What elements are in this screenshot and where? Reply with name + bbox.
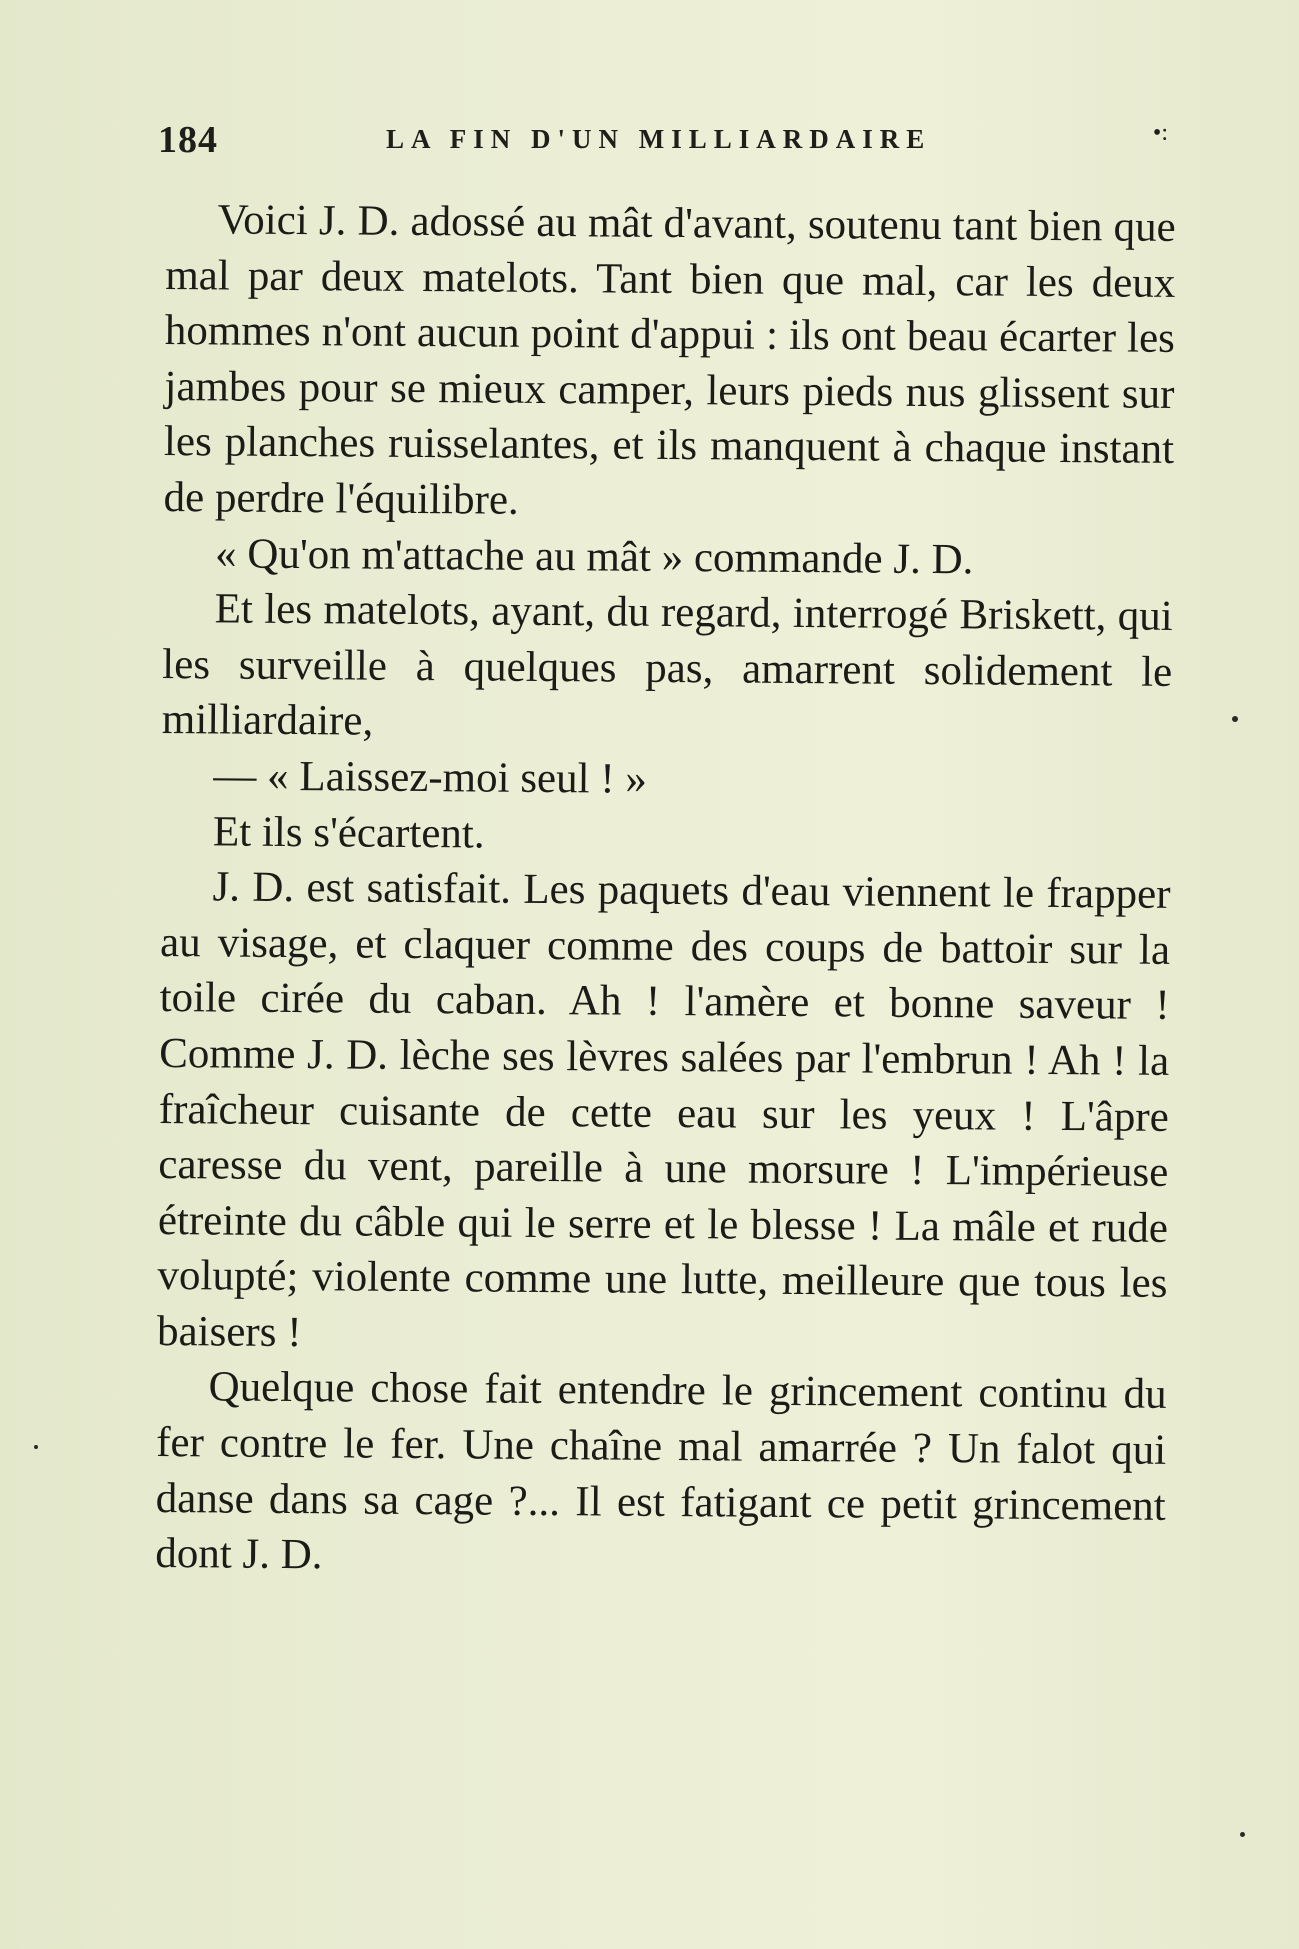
paragraph: J. D. est satisfait. Les paquets d'eau viennent le frapper au visage, et claquer comme des coups de battoir sur la toile cirée du caban. Ah ! l'amère et bonne saveur ! Comme J. D. lèche ses lèvres salées par l'embrun ! Ah ! la fraîcheur cuisante de cette eau sur les yeux ! L'âpre caresse du vent, pareille à une morsure ! L'impérieuse étreinte du câble qui le serre et le blesse ! La mâle et rude volupté; violente comme une lutte, meilleure que tous les baisers ! [156,863,1171,1356]
running-title: LA FIN D'UN MILLIARDAIRE [386,124,932,154]
paragraph: « Qu'on m'attache au mât » commande J. D. [214,529,974,583]
body-text [155,192,1176,1590]
paper-speck [34,1445,38,1449]
paper-speck [1232,716,1238,722]
paragraph: — « Laissez-moi seul ! » [213,752,648,803]
page-header [158,118,1168,168]
paragraph: Et ils s'écartent. [212,807,485,858]
header-mark: •: [1152,120,1168,146]
paper-speck [1240,1832,1245,1837]
paragraph: Quelque chose fait entendre le grincement continu du fer contre le fer. Une chaîne mal amarrée ? Un falot qui danse dans sa cage ?... Il est fatigant ce petit grincement dont J. D. [155,1363,1167,1579]
page-number: 184 [158,119,218,161]
paragraph: Et les matelots, ayant, du regard, interrogé Briskett, qui les surveille à quelques pas, amarrent solidement le milliardaire, [161,585,1173,745]
paragraph: Voici J. D. adossé au mât d'avant, soutenu tant bien que mal par deux matelots. Tant bien que mal, car les deux hommes n'ont aucun point d'appui : ils ont beau écarter les jambes pour se mieux camper, leurs pieds nus glissent sur les planches ruisselantes, et ils manquent à chaque instant de perdre l'équilibre. [163,196,1176,524]
